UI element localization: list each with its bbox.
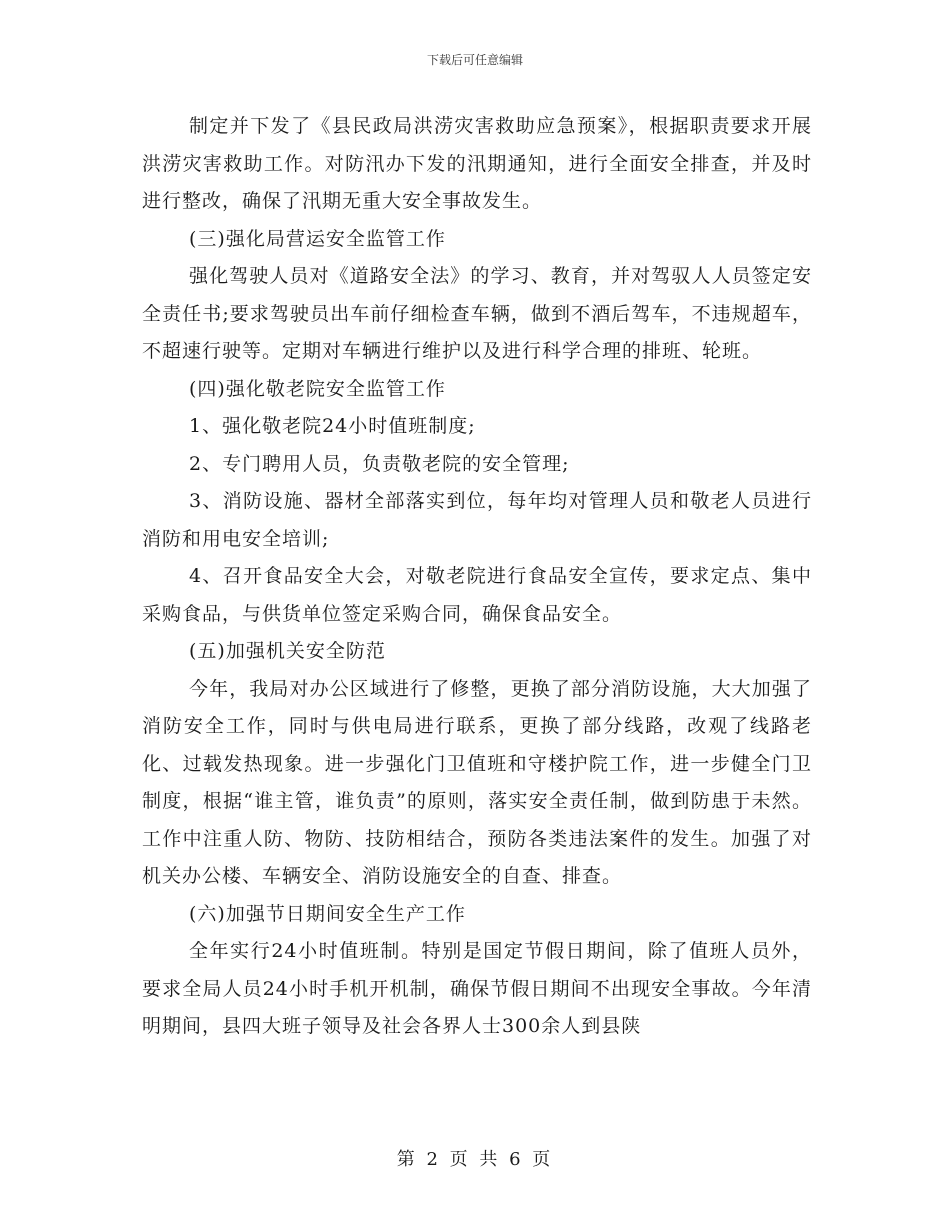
section-heading-holiday-safety: (六)加强节日期间安全生产工作 xyxy=(189,902,466,925)
section-heading-office-security: (五)加强机关安全防范 xyxy=(189,640,386,662)
page-header-note: 下载后可任意编辑 xyxy=(426,53,523,67)
paragraph-holiday-duty: 全年实行24小时值班制。特别是国定节假日期间，除了值班人员外，要求全局人员24小时手机开机制，确保节假日期间不出现安全事故。今年清明期间，县四大班子领导及社会各界人士300余人到县陕 xyxy=(142,940,812,1037)
list-item-fire-facilities: 3、消防设施、器材全部落实到位，每年均对管理人员和敬老人员进行消防和用电安全培训; xyxy=(142,490,812,550)
paragraph-office-security: 今年，我局对办公区域进行了修整，更换了部分消防设施，大大加强了消防安全工作，同时与供电局进行联系，更换了部分线路，改观了线路老化、过载发热现象。进一步强化门卫值班和守楼护院工作，进一步健全门卫制度，根据“谁主管，谁负责”的原则，落实安全责任制，做到防患于未然。工作中注重人防、物防、技防相结合，预防各类违法案件的发生。加强了对机关办公楼、车辆安全、消防设施安全的自查、排查。 xyxy=(142,677,812,887)
paragraph-driver-safety: 强化驾驶人员对《道路安全法》的学习、教育，并对驾驭人人员签定安全责任书;要求驾驶员出车前仔细检查车辆，做到不酒后驾车，不违规超车，不超速行驶等。定期对车辆进行维护以及进行科学合理的排班、轮班。 xyxy=(142,265,812,362)
list-item-dedicated-staff: 2、专门聘用人员，负责敬老院的安全管理; xyxy=(189,452,570,475)
paragraph-flood-relief: 制定并下发了《县民政局洪涝灾害救助应急预案》，根据职责要求开展洪涝灾害救助工作。对防汛办下发的汛期通知，进行全面安全排查，并及时进行整改，确保了汛期无重大安全事故发生。 xyxy=(142,115,812,212)
list-item-duty-system: 1、强化敬老院24小时值班制度; xyxy=(189,415,476,437)
section-heading-nursing-home-safety: (四)强化敬老院安全监管工作 xyxy=(189,377,446,400)
page-number-footer: 第 2 页 共 6 页 xyxy=(396,1149,554,1170)
section-heading-vehicle-safety: (三)强化局营运安全监管工作 xyxy=(189,227,446,250)
list-item-food-safety: 4、召开食品安全大会，对敬老院进行食品安全宣传，要求定点、集中采购食品，与供货单位签定采购合同，确保食品安全。 xyxy=(142,565,812,625)
document-body xyxy=(142,108,812,1046)
